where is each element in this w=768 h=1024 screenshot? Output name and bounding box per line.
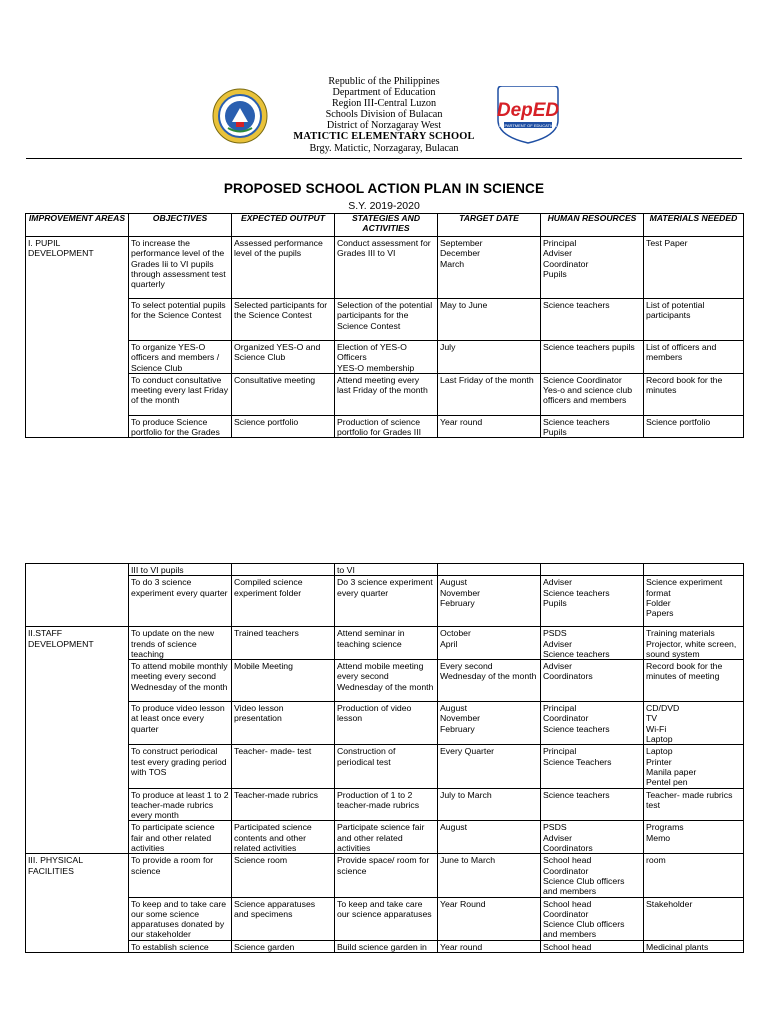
strategies-cell: Provide space/ room for science (335, 854, 438, 897)
header-target-date: TARGET DATE (438, 214, 541, 237)
materials-cell: Laptop Printer Manila paper Pentel pen (644, 745, 744, 788)
strategies-cell: Attend meeting every last Friday of the month (335, 373, 438, 415)
strategies-cell: Production of science portfolio for Grades III (335, 415, 438, 438)
table-row (26, 940, 744, 952)
materials-cell: List of potential participants (644, 299, 744, 341)
table-row (26, 897, 744, 940)
strategies-cell: Attend mobile meeting every second Wednesday of the month (335, 660, 438, 702)
expected-output-cell: Consultative meeting (232, 373, 335, 415)
letterhead-line: Department of Education (332, 87, 436, 99)
header-divider (26, 158, 742, 159)
target-date-cell: September December March (438, 237, 541, 299)
table-row (26, 660, 744, 702)
target-date-cell: July (438, 341, 541, 374)
objectives-cell: To construct periodical test every grading period with TOS (129, 745, 232, 788)
human-resources-cell: School head Coordinator Science Club officers and members (541, 897, 644, 940)
table-row (26, 576, 744, 627)
expected-output-cell: Selected participants for the Science Contest (232, 299, 335, 341)
expected-output-cell: Science room (232, 854, 335, 897)
target-date-cell: Year round (438, 415, 541, 438)
expected-output-cell: Organized YES-O and Science Club (232, 341, 335, 374)
target-date-cell: Every Quarter (438, 745, 541, 788)
expected-output-cell: Mobile Meeting (232, 660, 335, 702)
improvement-area-cell: II.STAFF DEVELOPMENT (26, 627, 129, 854)
human-resources-cell: Adviser Coordinators (541, 660, 644, 702)
strategies-cell: Do 3 science experiment every quarter (335, 576, 438, 627)
expected-output-cell: Science garden (232, 940, 335, 952)
materials-cell: Record book for the minutes (644, 373, 744, 415)
table-row (26, 627, 744, 660)
objectives-cell: To increase the performance level of the Grades Iii to VI pupils through assessment test quarterly (129, 237, 232, 299)
materials-cell: Medicinal plants (644, 940, 744, 952)
target-date-cell: Last Friday of the month (438, 373, 541, 415)
header-expected-output: EXPECTED OUTPUT (232, 214, 335, 237)
school-name: MATICTIC ELEMENTARY SCHOOL (293, 131, 475, 143)
objectives-cell: III to VI pupils (129, 564, 232, 576)
table-row (26, 237, 744, 299)
table-header-row (26, 214, 744, 237)
header-human-resources: HUMAN RESOURCES (541, 214, 644, 237)
objectives-cell: To establish science (129, 940, 232, 952)
objectives-cell: To attend mobile monthly meeting every second Wednesday of the month (129, 660, 232, 702)
target-date-cell: Year round (438, 940, 541, 952)
table-row (26, 299, 744, 341)
document-title: PROPOSED SCHOOL ACTION PLAN IN SCIENCE (223, 181, 545, 196)
objectives-cell: To update on the new trends of science teaching (129, 627, 232, 660)
target-date-cell: October April (438, 627, 541, 660)
strategies-cell: To keep and take care our science apparatuses (335, 897, 438, 940)
expected-output-cell (232, 564, 335, 576)
expected-output-cell: Video lesson presentation (232, 702, 335, 745)
human-resources-cell (541, 564, 644, 576)
strategies-cell: Attend seminar in teaching science (335, 627, 438, 660)
human-resources-cell: Principal Coordinator Science teachers (541, 702, 644, 745)
materials-cell: Science portfolio (644, 415, 744, 438)
materials-cell: Stakeholder (644, 897, 744, 940)
expected-output-cell: Teacher- made- test (232, 745, 335, 788)
materials-cell: Test Paper (644, 237, 744, 299)
table-row (26, 821, 744, 854)
objectives-cell: To do 3 science experiment every quarter (129, 576, 232, 627)
target-date-cell: August (438, 821, 541, 854)
table-row (26, 415, 744, 438)
target-date-cell: May to June (438, 299, 541, 341)
table-row (26, 788, 744, 821)
svg-text:DEPARTMENT OF EDUCATION: DEPARTMENT OF EDUCATION (498, 123, 558, 128)
objectives-cell: To produce video lesson at least once every quarter (129, 702, 232, 745)
materials-cell: Programs Memo (644, 821, 744, 854)
strategies-cell: Production of video lesson (335, 702, 438, 745)
target-date-cell: June to March (438, 854, 541, 897)
letterhead-line: Republic of the Philippines (328, 76, 440, 87)
objectives-cell: To provide a room for science (129, 854, 232, 897)
materials-cell: CD/DVD TV Wi-Fi Laptop (644, 702, 744, 745)
strategies-cell: Build science garden in (335, 940, 438, 952)
human-resources-cell: School head Coordinator Science Club officers and members (541, 854, 644, 897)
target-date-cell: Every second Wednesday of the month (438, 660, 541, 702)
expected-output-cell: Trained teachers (232, 627, 335, 660)
objectives-cell: To select potential pupils for the Science Contest (129, 299, 232, 341)
action-plan-table-page2 (25, 563, 744, 953)
strategies-cell: Conduct assessment for Grades III to VI (335, 237, 438, 299)
expected-output-cell: Compiled science experiment folder (232, 576, 335, 627)
human-resources-cell: Science teachers Pupils (541, 415, 644, 438)
school-year: S.Y. 2019-2020 (348, 200, 420, 212)
improvement-area-cell (26, 564, 129, 627)
svg-text:DepED: DepED (496, 100, 560, 121)
human-resources-cell: Science teachers (541, 788, 644, 821)
strategies-cell: Selection of the potential participants for the Science Contest (335, 299, 438, 341)
expected-output-cell: Science apparatuses and specimens (232, 897, 335, 940)
improvement-area-cell: I. PUPIL DEVELOPMENT (26, 237, 129, 438)
expected-output-cell: Teacher-made rubrics (232, 788, 335, 821)
human-resources-cell: PSDS Adviser Coordinators (541, 821, 644, 854)
human-resources-cell: Science teachers pupils (541, 341, 644, 374)
human-resources-cell: Adviser Science teachers Pupils (541, 576, 644, 627)
human-resources-cell: Principal Adviser Coordinator Pupils (541, 237, 644, 299)
header-improvement-areas: IMPROVEMENT AREAS (26, 214, 129, 237)
human-resources-cell: PSDS Adviser Science teachers (541, 627, 644, 660)
target-date-cell: July to March (438, 788, 541, 821)
target-date-cell: Year Round (438, 897, 541, 940)
strategies-cell: Production of 1 to 2 teacher-made rubrics (335, 788, 438, 821)
materials-cell: Record book for the minutes of meeting (644, 660, 744, 702)
expected-output-cell: Participated science contents and other related activities (232, 821, 335, 854)
materials-cell: Training materials Projector, white screen, sound system (644, 627, 744, 660)
improvement-area-cell: III. PHYSICAL FACILITIES (26, 854, 129, 953)
table-row (26, 745, 744, 788)
target-date-cell (438, 564, 541, 576)
header-objectives: OBJECTIVES (129, 214, 232, 237)
action-plan-table-page1 (25, 213, 744, 438)
strategies-cell: Election of YES-O Officers YES-O membership (335, 341, 438, 374)
target-date-cell: August November February (438, 702, 541, 745)
letterhead-line: Region III-Central Luzon (331, 98, 437, 110)
expected-output-cell: Science portfolio (232, 415, 335, 438)
table-row (26, 702, 744, 745)
strategies-cell: Participate science fair and other related activities (335, 821, 438, 854)
header-strategies: STATEGIES AND ACTIVITIES (335, 214, 438, 237)
header-materials-needed: MATERIALS NEEDED (644, 214, 744, 237)
table-row (26, 341, 744, 374)
letterhead-line: District of Norzagaray West (326, 120, 442, 132)
deped-logo-icon (494, 86, 562, 144)
objectives-cell: To keep and to take care our some science apparatuses donated by our stakeholder (129, 897, 232, 940)
materials-cell: Teacher- made rubrics test (644, 788, 744, 821)
objectives-cell: To participate science fair and other related activities (129, 821, 232, 854)
table-row (26, 564, 744, 576)
human-resources-cell: Science Coordinator Yes-o and science club officers and members (541, 373, 644, 415)
materials-cell (644, 564, 744, 576)
human-resources-cell: Science teachers (541, 299, 644, 341)
human-resources-cell: School head (541, 940, 644, 952)
objectives-cell: To organize YES-O officers and members / Science Club (129, 341, 232, 374)
strategies-cell: to VI (335, 564, 438, 576)
table-row (26, 373, 744, 415)
materials-cell: List of officers and members (644, 341, 744, 374)
letterhead (0, 76, 768, 162)
objectives-cell: To produce Science portfolio for the Grades (129, 415, 232, 438)
strategies-cell: Construction of periodical test (335, 745, 438, 788)
school-address: Brgy. Matictic, Norzagaray, Bulacan (309, 142, 459, 154)
target-date-cell: August November February (438, 576, 541, 627)
materials-cell: Science experiment format Folder Papers (644, 576, 744, 627)
objectives-cell: To conduct consultative meeting every last Friday of the month (129, 373, 232, 415)
expected-output-cell: Assessed performance level of the pupils (232, 237, 335, 299)
materials-cell: room (644, 854, 744, 897)
objectives-cell: To produce at least 1 to 2 teacher-made rubrics every month (129, 788, 232, 821)
letterhead-line: Schools Division of Bulacan (325, 109, 443, 121)
table-row (26, 854, 744, 897)
letterhead-text (240, 76, 528, 154)
human-resources-cell: Principal Science Teachers (541, 745, 644, 788)
